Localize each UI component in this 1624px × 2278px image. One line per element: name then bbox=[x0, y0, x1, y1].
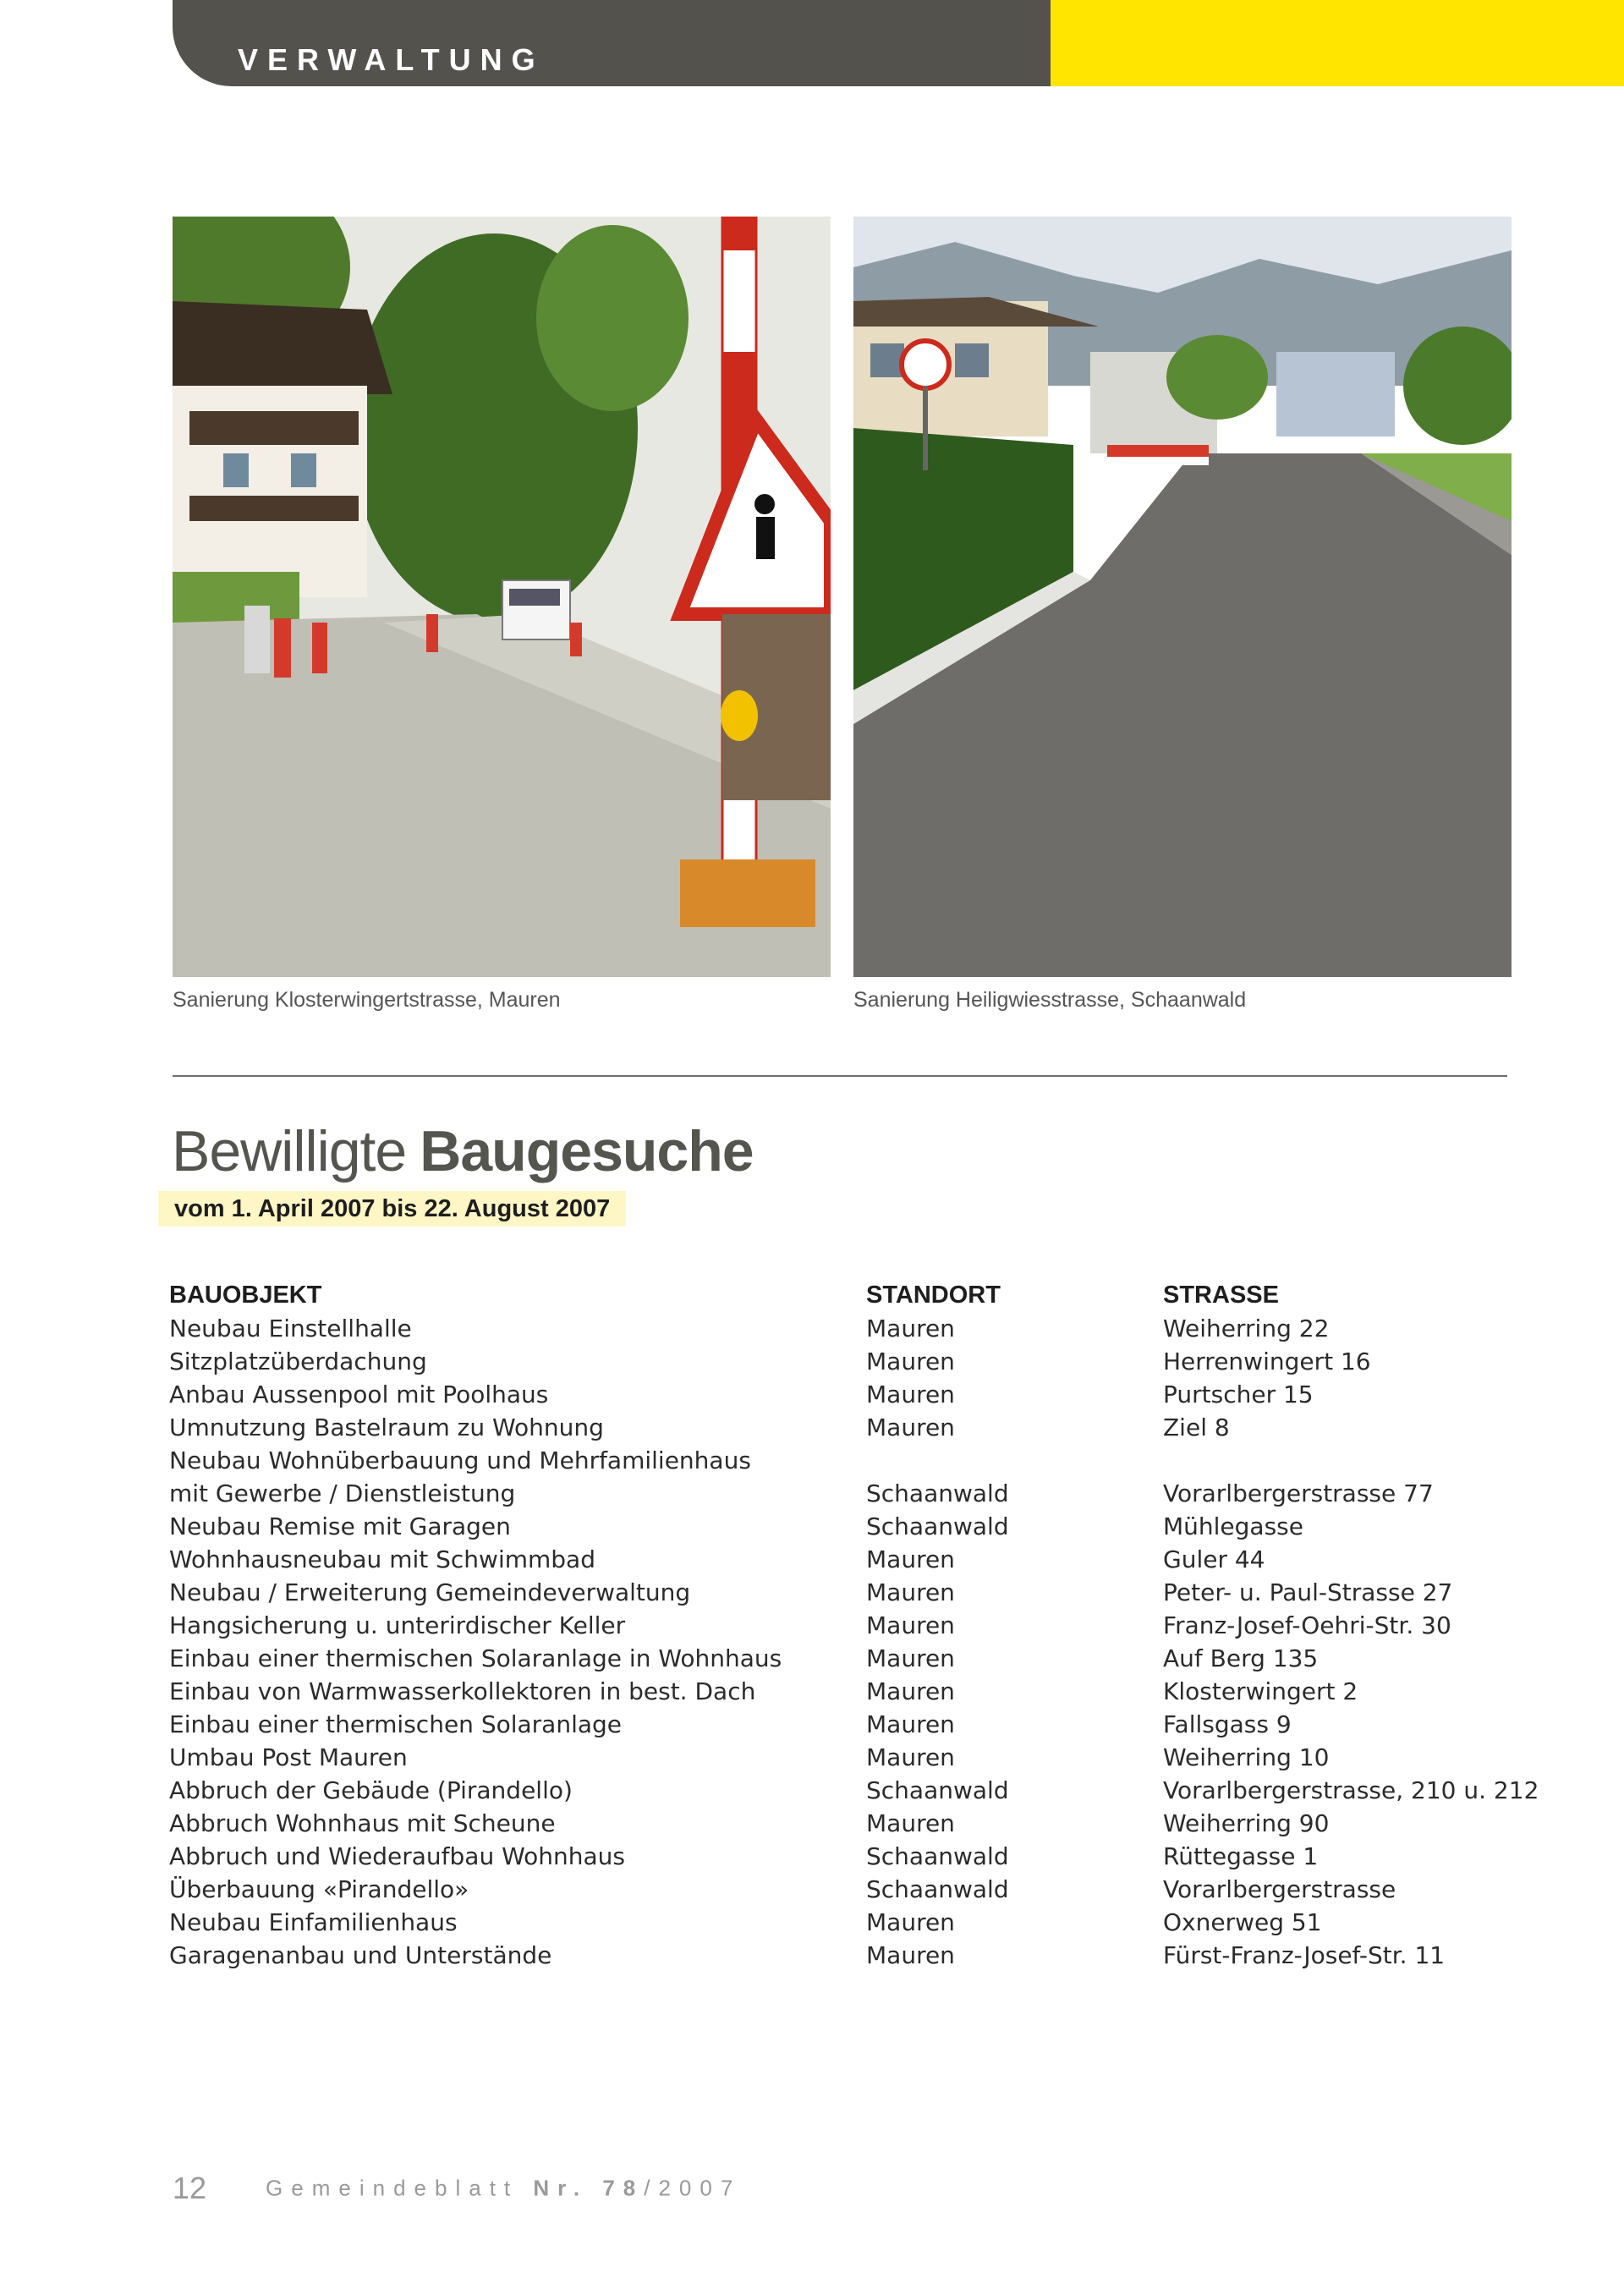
cell-bauobjekt: Neubau Remise mit Garagen bbox=[169, 1512, 511, 1540]
cell-strasse: Purtscher 15 bbox=[1163, 1381, 1314, 1408]
cell-strasse: Ziel 8 bbox=[1163, 1413, 1230, 1441]
table-row bbox=[169, 1446, 1539, 1479]
section-divider bbox=[173, 1075, 1507, 1077]
cell-standort: Schaanwald bbox=[866, 1842, 1009, 1870]
section-title: VERWALTUNG bbox=[238, 42, 545, 77]
cell-standort: Mauren bbox=[866, 1677, 955, 1705]
date-range-label: vom 1. April 2007 bis 22. August 2007 bbox=[158, 1191, 626, 1227]
cell-bauobjekt: Umbau Post Mauren bbox=[169, 1743, 408, 1771]
cell-bauobjekt: Sitzplatzüberdachung bbox=[169, 1348, 427, 1375]
cell-standort bbox=[866, 1446, 1163, 1479]
cell-strasse: Peter- u. Paul-Strasse 27 bbox=[1163, 1578, 1453, 1606]
table-row bbox=[169, 1578, 1539, 1611]
cell-bauobjekt: Abbruch und Wiederaufbau Wohnhaus bbox=[169, 1842, 625, 1870]
page-footer bbox=[173, 2171, 741, 2206]
table-body bbox=[169, 1315, 1539, 1974]
column-header-strasse: STRASSE bbox=[1163, 1282, 1279, 1309]
cell-standort: Mauren bbox=[866, 1611, 955, 1639]
cell-bauobjekt: mit Gewerbe / Dienstleistung bbox=[169, 1479, 516, 1507]
cell-bauobjekt: Neubau / Erweiterung Gemeindeverwaltung bbox=[169, 1578, 691, 1606]
table-row bbox=[169, 1545, 1539, 1578]
table-row bbox=[169, 1677, 1539, 1710]
page-title-bold: Baugesuche bbox=[420, 1119, 754, 1183]
table-row bbox=[169, 1479, 1539, 1512]
issue-year: /2007 bbox=[644, 2175, 742, 2201]
cell-strasse bbox=[1163, 1446, 1539, 1479]
table-row bbox=[169, 1941, 1539, 1974]
page-number: 12 bbox=[173, 2171, 207, 2205]
cell-bauobjekt: Einbau von Warmwasserkollektoren in best. Dach bbox=[169, 1677, 756, 1705]
issue-number: 78 bbox=[602, 2175, 645, 2201]
table-row bbox=[169, 1809, 1539, 1842]
cell-bauobjekt: Garagenanbau und Unterstände bbox=[169, 1941, 552, 1969]
page-title-light: Bewilligte bbox=[172, 1119, 407, 1183]
issue-label: Nr. bbox=[533, 2175, 589, 2201]
cell-strasse: Weiherring 90 bbox=[1163, 1809, 1330, 1837]
cell-strasse: Auf Berg 135 bbox=[1163, 1644, 1319, 1672]
cell-bauobjekt: Einbau einer thermischen Solaranlage bbox=[169, 1710, 623, 1738]
cell-bauobjekt: Abbruch der Gebäude (Pirandello) bbox=[169, 1776, 573, 1804]
cell-standort: Mauren bbox=[866, 1710, 955, 1738]
cell-standort: Mauren bbox=[866, 1743, 955, 1771]
table-row bbox=[169, 1743, 1539, 1776]
photo-caption-left: Sanierung Klosterwingertstrasse, Mauren bbox=[173, 988, 561, 1012]
table-row bbox=[169, 1875, 1539, 1908]
cell-standort: Schaanwald bbox=[866, 1776, 1009, 1804]
cell-standort: Mauren bbox=[866, 1315, 955, 1342]
column-header-bauobjekt: BAUOBJEKT bbox=[169, 1282, 322, 1309]
cell-strasse: Herrenwingert 16 bbox=[1163, 1348, 1371, 1375]
table-row bbox=[169, 1776, 1539, 1809]
table-row bbox=[169, 1710, 1539, 1743]
cell-bauobjekt: Überbauung «Pirandello» bbox=[169, 1875, 469, 1903]
cell-bauobjekt: Einbau einer thermischen Solaranlage in Wohnhaus bbox=[169, 1644, 782, 1672]
cell-strasse: Klosterwingert 2 bbox=[1163, 1677, 1358, 1705]
cell-bauobjekt: Neubau Einfamilienhaus bbox=[169, 1908, 458, 1936]
cell-standort: Mauren bbox=[866, 1644, 955, 1672]
table-row bbox=[169, 1908, 1539, 1941]
cell-strasse: Mühlegasse bbox=[1163, 1512, 1303, 1540]
cell-strasse: Fürst-Franz-Josef-Str. 11 bbox=[1163, 1941, 1446, 1969]
cell-strasse: Fallsgass 9 bbox=[1163, 1710, 1292, 1738]
cell-strasse: Weiherring 10 bbox=[1163, 1743, 1330, 1771]
table-row bbox=[169, 1315, 1539, 1348]
cell-standort: Mauren bbox=[866, 1908, 955, 1936]
publication-title: Gemeindeblatt bbox=[266, 2175, 519, 2201]
cell-standort: Mauren bbox=[866, 1413, 955, 1441]
cell-standort: Mauren bbox=[866, 1941, 955, 1969]
cell-standort: Schaanwald bbox=[866, 1479, 1009, 1507]
cell-standort: Schaanwald bbox=[866, 1512, 1009, 1540]
table-row bbox=[169, 1611, 1539, 1644]
column-header-standort: STANDORT bbox=[866, 1282, 1001, 1309]
cell-bauobjekt: Abbruch Wohnhaus mit Scheune bbox=[169, 1809, 556, 1837]
cell-standort: Schaanwald bbox=[866, 1875, 1009, 1903]
photo-heiligwiesstrasse bbox=[853, 217, 1512, 977]
cell-strasse: Guler 44 bbox=[1163, 1545, 1265, 1573]
table-row bbox=[169, 1381, 1539, 1413]
cell-bauobjekt: Umnutzung Bastelraum zu Wohnung bbox=[169, 1413, 604, 1441]
table-row bbox=[169, 1644, 1539, 1677]
cell-strasse: Rüttegasse 1 bbox=[1163, 1842, 1319, 1870]
table-row bbox=[169, 1348, 1539, 1381]
header-accent-bar bbox=[1051, 0, 1624, 86]
cell-bauobjekt: Hangsicherung u. unterirdischer Keller bbox=[169, 1611, 626, 1639]
cell-strasse: Vorarlbergerstrasse bbox=[1163, 1875, 1396, 1903]
building-permits-table bbox=[169, 1282, 1539, 1974]
table-row bbox=[169, 1413, 1539, 1446]
photo-klosterwingertstrasse bbox=[173, 217, 831, 977]
cell-bauobjekt: Neubau Wohnüberbauung und Mehrfamilienhaus bbox=[169, 1446, 751, 1474]
table-row bbox=[169, 1512, 1539, 1545]
cell-strasse: Weiherring 22 bbox=[1163, 1315, 1330, 1342]
cell-standort: Mauren bbox=[866, 1545, 955, 1573]
cell-bauobjekt: Anbau Aussenpool mit Poolhaus bbox=[169, 1381, 549, 1408]
cell-strasse: Vorarlbergerstrasse, 210 u. 212 bbox=[1163, 1776, 1539, 1804]
cell-bauobjekt: Wohnhausneubau mit Schwimmbad bbox=[169, 1545, 595, 1573]
cell-standort: Mauren bbox=[866, 1809, 955, 1837]
cell-strasse: Franz-Josef-Oehri-Str. 30 bbox=[1163, 1611, 1451, 1639]
page-title bbox=[172, 1118, 754, 1184]
cell-standort: Mauren bbox=[866, 1348, 955, 1375]
publication-name bbox=[266, 2176, 741, 2201]
cell-bauobjekt: Neubau Einstellhalle bbox=[169, 1315, 412, 1342]
table-row bbox=[169, 1842, 1539, 1875]
photo-caption-right: Sanierung Heiligwiesstrasse, Schaanwald bbox=[853, 988, 1247, 1012]
cell-standort: Mauren bbox=[866, 1578, 955, 1606]
table-header-row bbox=[169, 1282, 1539, 1315]
cell-strasse: Vorarlbergerstrasse 77 bbox=[1163, 1479, 1434, 1507]
cell-strasse: Oxnerweg 51 bbox=[1163, 1908, 1322, 1936]
cell-standort: Mauren bbox=[866, 1381, 955, 1408]
